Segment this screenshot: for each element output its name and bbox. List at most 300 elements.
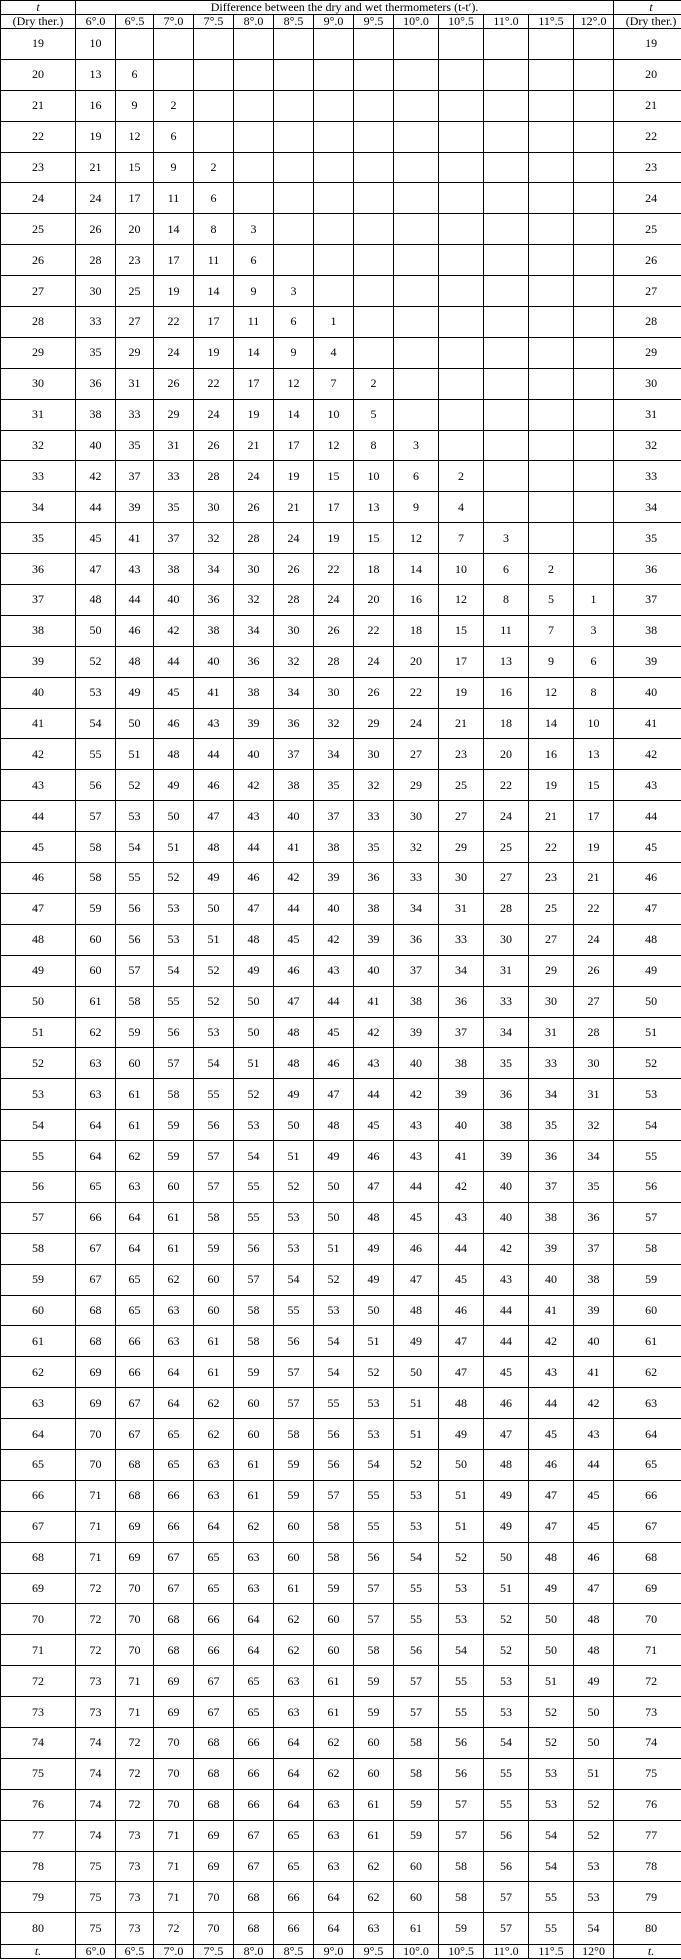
- humidity-cell: 23: [529, 863, 574, 894]
- humidity-cell: 21: [76, 152, 116, 183]
- humidity-cell: 9: [154, 152, 194, 183]
- humidity-cell: 48: [484, 1449, 529, 1480]
- empty-cell: [484, 59, 529, 90]
- humidity-cell: 53: [354, 1419, 394, 1450]
- humidity-cell: 26: [154, 368, 194, 399]
- humidity-cell: 66: [234, 1727, 274, 1758]
- dry-temp-cell: 31: [1, 399, 76, 430]
- humidity-cell: 2: [154, 90, 194, 121]
- humidity-cell: 65: [116, 1295, 154, 1326]
- humidity-cell: 69: [154, 1666, 194, 1697]
- humidity-cell: 42: [574, 1388, 614, 1419]
- humidity-cell: 49: [194, 863, 234, 894]
- empty-cell: [274, 59, 314, 90]
- humidity-cell: 48: [529, 1542, 574, 1573]
- empty-cell: [194, 29, 234, 60]
- humidity-cell: 43: [394, 1141, 439, 1172]
- table-row: [1, 1171, 681, 1202]
- humidity-cell: 46: [574, 1542, 614, 1573]
- humidity-cell: 73: [76, 1697, 116, 1728]
- humidity-cell: 50: [116, 708, 154, 739]
- humidity-cell: 40: [76, 430, 116, 461]
- humidity-cell: 51: [234, 1048, 274, 1079]
- dry-temp-cell: 68: [1, 1542, 76, 1573]
- dry-temp-cell: 61: [1, 1326, 76, 1357]
- humidity-cell: 68: [154, 1604, 194, 1635]
- humidity-cell: 42: [529, 1326, 574, 1357]
- humidity-cell: 17: [234, 368, 274, 399]
- humidity-cell: 68: [116, 1449, 154, 1480]
- humidity-cell: 15: [439, 615, 484, 646]
- humidity-cell: 73: [116, 1882, 154, 1913]
- table-row: [1, 1820, 681, 1851]
- humidity-cell: 53: [234, 1110, 274, 1141]
- table-row: [1, 90, 681, 121]
- humidity-cell: 61: [354, 1789, 394, 1820]
- empty-cell: [574, 214, 614, 245]
- dry-temp-cell: 58: [1, 1233, 76, 1264]
- humidity-cell: 65: [154, 1449, 194, 1480]
- empty-cell: [529, 214, 574, 245]
- humidity-cell: 62: [274, 1635, 314, 1666]
- humidity-cell: 52: [394, 1449, 439, 1480]
- humidity-cell: 2: [354, 368, 394, 399]
- table-row: [1, 1295, 681, 1326]
- humidity-cell: 15: [116, 152, 154, 183]
- humidity-cell: 16: [529, 739, 574, 770]
- humidity-cell: 71: [76, 1542, 116, 1573]
- humidity-cell: 22: [484, 770, 529, 801]
- dry-temp-cell-right: 19: [614, 29, 681, 60]
- table-row: [1, 430, 681, 461]
- empty-cell: [439, 276, 484, 307]
- humidity-cell: 57: [274, 1357, 314, 1388]
- dry-temp-cell: 62: [1, 1357, 76, 1388]
- humidity-cell: 6: [484, 554, 529, 585]
- humidity-cell: 57: [439, 1789, 484, 1820]
- humidity-cell: 69: [154, 1697, 194, 1728]
- dry-temp-cell-right: 54: [614, 1110, 681, 1141]
- humidity-cell: 64: [76, 1141, 116, 1172]
- humidity-cell: 53: [194, 1017, 234, 1048]
- humidity-cell: 17: [439, 646, 484, 677]
- humidity-cell: 51: [439, 1511, 484, 1542]
- column-header: 11°.0: [484, 15, 529, 29]
- humidity-cell: 30: [274, 615, 314, 646]
- humidity-cell: 56: [154, 1017, 194, 1048]
- humidity-cell: 19: [574, 832, 614, 863]
- humidity-cell: 60: [314, 1635, 354, 1666]
- humidity-cell: 61: [194, 1357, 234, 1388]
- humidity-cell: 14: [194, 276, 234, 307]
- humidity-cell: 74: [76, 1758, 116, 1789]
- humidity-cell: 36: [574, 1202, 614, 1233]
- humidity-cell: 59: [116, 1017, 154, 1048]
- humidity-cell: 19: [439, 677, 484, 708]
- humidity-cell: 30: [484, 924, 529, 955]
- dry-temp-cell: 47: [1, 893, 76, 924]
- humidity-cell: 66: [76, 1202, 116, 1233]
- humidity-cell: 68: [234, 1913, 274, 1945]
- empty-cell: [234, 29, 274, 60]
- humidity-cell: 40: [484, 1202, 529, 1233]
- humidity-cell: 69: [116, 1542, 154, 1573]
- table-row: [1, 1882, 681, 1913]
- humidity-cell: 30: [529, 986, 574, 1017]
- humidity-cell: 34: [574, 1141, 614, 1172]
- humidity-cell: 60: [274, 1511, 314, 1542]
- humidity-cell: 27: [484, 863, 529, 894]
- dry-temp-cell-right: 50: [614, 986, 681, 1017]
- empty-cell: [439, 245, 484, 276]
- humidity-cell: 31: [154, 430, 194, 461]
- empty-cell: [574, 430, 614, 461]
- empty-cell: [529, 183, 574, 214]
- humidity-cell: 38: [484, 1110, 529, 1141]
- humidity-cell: 15: [574, 770, 614, 801]
- humidity-cell: 42: [314, 924, 354, 955]
- table-row: [1, 523, 681, 554]
- humidity-cell: 69: [194, 1851, 234, 1882]
- empty-cell: [529, 276, 574, 307]
- table-row: [1, 1511, 681, 1542]
- header-row-columns: [1, 15, 681, 29]
- dry-temp-cell-right: 31: [614, 399, 681, 430]
- humidity-cell: 42: [354, 1017, 394, 1048]
- table-row: [1, 1449, 681, 1480]
- humidity-cell: 56: [314, 1449, 354, 1480]
- humidity-cell: 1: [574, 585, 614, 616]
- humidity-cell: 56: [439, 1727, 484, 1758]
- humidity-cell: 24: [314, 585, 354, 616]
- empty-cell: [439, 214, 484, 245]
- humidity-cell: 33: [439, 924, 484, 955]
- humidity-cell: 52: [354, 1357, 394, 1388]
- humidity-cell: 47: [274, 986, 314, 1017]
- dry-temp-cell-right: 68: [614, 1542, 681, 1573]
- humidity-cell: 22: [154, 307, 194, 338]
- humidity-cell: 18: [394, 615, 439, 646]
- humidity-cell: 17: [274, 430, 314, 461]
- humidity-cell: 6: [234, 245, 274, 276]
- footer-column-label: 8°.0: [234, 1945, 274, 1959]
- column-header: 11°.5: [529, 15, 574, 29]
- dry-temp-cell-right: 79: [614, 1882, 681, 1913]
- dry-temp-cell: 23: [1, 152, 76, 183]
- table-row: [1, 1110, 681, 1141]
- humidity-cell: 29: [529, 955, 574, 986]
- humidity-cell: 19: [154, 276, 194, 307]
- humidity-cell: 56: [234, 1233, 274, 1264]
- dry-temp-cell: 51: [1, 1017, 76, 1048]
- dry-temp-cell-right: 55: [614, 1141, 681, 1172]
- humidity-cell: 61: [76, 986, 116, 1017]
- humidity-cell: 19: [234, 399, 274, 430]
- humidity-cell: 42: [439, 1171, 484, 1202]
- humidity-cell: 57: [194, 1171, 234, 1202]
- humidity-cell: 48: [439, 1388, 484, 1419]
- empty-cell: [354, 152, 394, 183]
- empty-cell: [154, 59, 194, 90]
- dry-temp-cell-right: 24: [614, 183, 681, 214]
- humidity-cell: 72: [154, 1913, 194, 1945]
- humidity-cell: 52: [274, 1171, 314, 1202]
- humidity-cell: 13: [574, 739, 614, 770]
- humidity-cell: 55: [394, 1604, 439, 1635]
- humidity-cell: 60: [274, 1542, 314, 1573]
- humidity-cell: 54: [574, 1913, 614, 1945]
- humidity-cell: 21: [234, 430, 274, 461]
- humidity-cell: 55: [484, 1758, 529, 1789]
- humidity-cell: 70: [194, 1882, 234, 1913]
- dry-temp-cell-right: 73: [614, 1697, 681, 1728]
- humidity-cell: 47: [234, 893, 274, 924]
- humidity-cell: 52: [439, 1542, 484, 1573]
- humidity-cell: 48: [574, 1635, 614, 1666]
- humidity-cell: 60: [354, 1758, 394, 1789]
- empty-cell: [314, 183, 354, 214]
- humidity-cell: 70: [116, 1604, 154, 1635]
- humidity-cell: 40: [154, 585, 194, 616]
- humidity-cell: 40: [354, 955, 394, 986]
- humidity-cell: 61: [116, 1110, 154, 1141]
- dry-temp-cell-right: 41: [614, 708, 681, 739]
- humidity-cell: 31: [116, 368, 154, 399]
- humidity-cell: 69: [76, 1357, 116, 1388]
- humidity-cell: 37: [574, 1233, 614, 1264]
- dry-temp-cell: 69: [1, 1573, 76, 1604]
- humidity-cell: 27: [116, 307, 154, 338]
- humidity-cell: 65: [234, 1697, 274, 1728]
- table-row: [1, 1604, 681, 1635]
- humidity-cell: 67: [76, 1264, 116, 1295]
- humidity-cell: 37: [274, 739, 314, 770]
- empty-cell: [194, 59, 234, 90]
- humidity-cell: 38: [529, 1202, 574, 1233]
- dry-temp-cell: 50: [1, 986, 76, 1017]
- humidity-cell: 47: [529, 1511, 574, 1542]
- humidity-cell: 49: [314, 1141, 354, 1172]
- humidity-cell: 11: [234, 307, 274, 338]
- empty-cell: [234, 183, 274, 214]
- dry-temp-cell-right: 46: [614, 863, 681, 894]
- humidity-cell: 36: [354, 863, 394, 894]
- dry-temp-cell: 60: [1, 1295, 76, 1326]
- humidity-cell: 46: [439, 1295, 484, 1326]
- humidity-cell: 72: [116, 1789, 154, 1820]
- humidity-cell: 51: [394, 1388, 439, 1419]
- humidity-cell: 42: [394, 1079, 439, 1110]
- humidity-cell: 50: [394, 1357, 439, 1388]
- table-row: [1, 677, 681, 708]
- humidity-cell: 6: [574, 646, 614, 677]
- humidity-cell: 9: [234, 276, 274, 307]
- humidity-cell: 11: [484, 615, 529, 646]
- empty-cell: [484, 430, 529, 461]
- dry-temp-cell-right: 45: [614, 832, 681, 863]
- empty-cell: [529, 492, 574, 523]
- empty-cell: [274, 29, 314, 60]
- dry-temp-cell: 75: [1, 1758, 76, 1789]
- humidity-cell: 40: [484, 1171, 529, 1202]
- humidity-cell: 57: [484, 1913, 529, 1945]
- humidity-cell: 60: [394, 1882, 439, 1913]
- table-row: [1, 1357, 681, 1388]
- dry-temp-cell: 34: [1, 492, 76, 523]
- humidity-cell: 49: [354, 1264, 394, 1295]
- humidity-cell: 59: [194, 1233, 234, 1264]
- humidity-cell: 36: [274, 708, 314, 739]
- humidity-cell: 28: [574, 1017, 614, 1048]
- humidity-cell: 69: [194, 1820, 234, 1851]
- table-row: [1, 492, 681, 523]
- humidity-cell: 25: [529, 893, 574, 924]
- table-row: [1, 615, 681, 646]
- column-header: 12°.0: [574, 15, 614, 29]
- empty-cell: [314, 245, 354, 276]
- humidity-cell: 16: [76, 90, 116, 121]
- humidity-cell: 52: [574, 1789, 614, 1820]
- empty-cell: [234, 90, 274, 121]
- table-row: [1, 1326, 681, 1357]
- dry-temp-cell: 21: [1, 90, 76, 121]
- table-row: [1, 955, 681, 986]
- humidity-cell: 46: [394, 1233, 439, 1264]
- humidity-cell: 55: [274, 1295, 314, 1326]
- humidity-cell: 58: [234, 1295, 274, 1326]
- humidity-cell: 44: [234, 832, 274, 863]
- humidity-cell: 58: [314, 1542, 354, 1573]
- table-row: [1, 1264, 681, 1295]
- table-row: [1, 29, 681, 60]
- humidity-cell: 26: [234, 492, 274, 523]
- humidity-cell: 34: [274, 677, 314, 708]
- humidity-cell: 46: [354, 1141, 394, 1172]
- humidity-cell: 36: [484, 1079, 529, 1110]
- dry-temp-cell-right: 48: [614, 924, 681, 955]
- humidity-cell: 36: [529, 1141, 574, 1172]
- humidity-cell: 56: [484, 1851, 529, 1882]
- humidity-cell: 59: [394, 1789, 439, 1820]
- table-row: [1, 1573, 681, 1604]
- humidity-cell: 44: [484, 1326, 529, 1357]
- humidity-cell: 51: [484, 1573, 529, 1604]
- table-body: [1, 29, 681, 1945]
- humidity-cell: 61: [354, 1820, 394, 1851]
- humidity-cell: 66: [116, 1326, 154, 1357]
- humidity-cell: 48: [274, 1048, 314, 1079]
- humidity-cell: 55: [439, 1666, 484, 1697]
- dry-temp-cell: 42: [1, 739, 76, 770]
- humidity-cell: 22: [529, 832, 574, 863]
- humidity-cell: 31: [574, 1079, 614, 1110]
- humidity-cell: 40: [439, 1110, 484, 1141]
- empty-cell: [314, 121, 354, 152]
- dry-temp-cell-right: 51: [614, 1017, 681, 1048]
- dry-temp-cell-right: 20: [614, 59, 681, 90]
- right-header-dry: (Dry ther.): [614, 15, 681, 29]
- humidity-cell: 32: [274, 646, 314, 677]
- humidity-cell: 46: [484, 1388, 529, 1419]
- humidity-cell: 48: [314, 1110, 354, 1141]
- footer-column-label: 10°.5: [439, 1945, 484, 1959]
- humidity-cell: 8: [194, 214, 234, 245]
- dry-temp-cell-right: 63: [614, 1388, 681, 1419]
- humidity-cell: 57: [234, 1264, 274, 1295]
- humidity-cell: 51: [394, 1419, 439, 1450]
- dry-temp-cell: 71: [1, 1635, 76, 1666]
- humidity-cell: 33: [394, 863, 439, 894]
- humidity-cell: 72: [116, 1727, 154, 1758]
- empty-cell: [484, 29, 529, 60]
- empty-cell: [274, 183, 314, 214]
- dry-temp-cell-right: 32: [614, 430, 681, 461]
- footer-column-label: 11°.5: [529, 1945, 574, 1959]
- humidity-cell: 10: [354, 461, 394, 492]
- humidity-cell: 28: [234, 523, 274, 554]
- humidity-cell: 44: [439, 1233, 484, 1264]
- humidity-cell: 28: [274, 585, 314, 616]
- humidity-cell: 42: [484, 1233, 529, 1264]
- dry-temp-cell-right: 35: [614, 523, 681, 554]
- humidity-cell: 71: [154, 1882, 194, 1913]
- humidity-cell: 59: [314, 1573, 354, 1604]
- humidity-cell: 20: [484, 739, 529, 770]
- humidity-cell: 58: [76, 863, 116, 894]
- humidity-cell: 6: [274, 307, 314, 338]
- humidity-cell: 49: [274, 1079, 314, 1110]
- table-row: [1, 1913, 681, 1945]
- humidity-cell: 19: [314, 523, 354, 554]
- dry-temp-cell-right: 74: [614, 1727, 681, 1758]
- empty-cell: [394, 399, 439, 430]
- humidity-cell: 63: [314, 1789, 354, 1820]
- empty-cell: [529, 461, 574, 492]
- empty-cell: [314, 276, 354, 307]
- table-row: [1, 770, 681, 801]
- dry-temp-cell-right: 67: [614, 1511, 681, 1542]
- humidity-cell: 46: [116, 615, 154, 646]
- humidity-cell: 51: [274, 1141, 314, 1172]
- humidity-cell: 50: [529, 1604, 574, 1635]
- humidity-cell: 47: [529, 1480, 574, 1511]
- humidity-cell: 50: [234, 986, 274, 1017]
- humidity-cell: 38: [234, 677, 274, 708]
- humidity-cell: 66: [194, 1604, 234, 1635]
- dry-temp-cell-right: 47: [614, 893, 681, 924]
- humidity-cell: 58: [154, 1079, 194, 1110]
- empty-cell: [574, 276, 614, 307]
- humidity-cell: 63: [234, 1573, 274, 1604]
- dry-temp-cell: 30: [1, 368, 76, 399]
- humidity-cell: 26: [314, 615, 354, 646]
- humidity-cell: 35: [116, 430, 154, 461]
- humidity-cell: 5: [354, 399, 394, 430]
- humidity-cell: 52: [314, 1264, 354, 1295]
- table-row: [1, 1727, 681, 1758]
- empty-cell: [394, 214, 439, 245]
- dry-temp-cell-right: 69: [614, 1573, 681, 1604]
- empty-cell: [394, 307, 439, 338]
- column-header: 10°.0: [394, 15, 439, 29]
- humidity-cell: 65: [274, 1820, 314, 1851]
- humidity-cell: 62: [194, 1419, 234, 1450]
- table-row: [1, 1388, 681, 1419]
- dry-temp-cell: 33: [1, 461, 76, 492]
- humidity-cell: 53: [274, 1233, 314, 1264]
- humidity-cell: 68: [234, 1882, 274, 1913]
- empty-cell: [484, 492, 529, 523]
